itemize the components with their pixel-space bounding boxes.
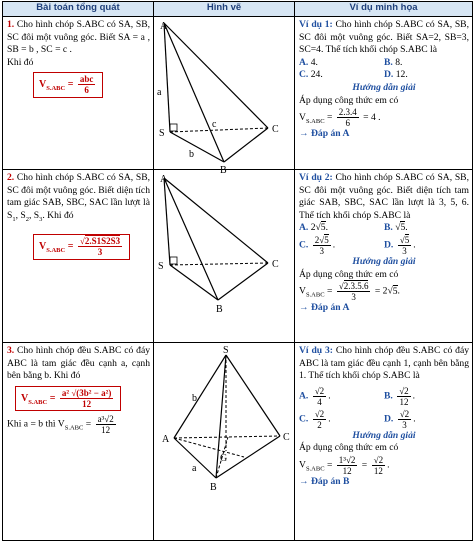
row1-label-S: S <box>159 128 165 139</box>
row2-formula: $V_{S.ABC}$ = $\frac{√2.S1S2S3}{3}$ <box>33 234 130 259</box>
row1-label-c: c <box>212 119 217 130</box>
row2-figure-cell <box>154 170 295 343</box>
header-example: Ví dụ minh họa <box>295 2 473 17</box>
row2-example: Ví dụ 2: Cho hình chóp S.ABC có SA, SB, SC đôi một vuông góc. Biết diện tích tam giác SAB, SBC, SAC lần lượt là 3, 5, 6. Thể tích khối chóp S.ABC là A. 2√5. B. √5. C. $\frac{2√5}{3}$ . D. $\frac{√5}{3}$ . Hướng dẫn giải Áp dụng công thức em có $V_{S.ABC}$ = $\frac{√2.3.5.6}{3}$ = 2√5. → Đáp án A <box>295 170 473 343</box>
formula-table <box>2 1 473 541</box>
svg-text:B: B <box>210 482 217 493</box>
row1-answer: → Đáp án A <box>299 128 350 140</box>
row1-guide-title: Hướng dẫn giải <box>352 81 416 93</box>
svg-text:S: S <box>158 261 164 272</box>
row1-label-a: a <box>157 87 162 98</box>
row3-problem: 3. Cho hình chóp đều S.ABC có đáy ABC là tam giác đều cạnh a, cạnh bên bằng b. Khi đó $V_{S.ABC}$ = $\frac{\text{a² √(3b² − a²)}}{12}$ Khi a = b thì $V_{S.ABC}$ = $\frac{\text{a³√2}}{12}$ <box>3 343 154 541</box>
svg-text:G: G <box>220 453 228 464</box>
row1-statement: Cho hình chóp S.ABC có SA, SB, SC đôi một vuông góc. Biết SA = a , SB = b , SC = c . <box>7 19 150 56</box>
svg-text:A: A <box>162 434 170 445</box>
row1-options: A. 4. B. 8. <box>299 56 403 68</box>
svg-text:S: S <box>223 345 229 356</box>
header-general: Bài toán tổng quát <box>3 2 154 17</box>
row2-problem: 2. Cho hình chóp S.ABC có SA, SB, SC đôi một vuông góc. Biết diện tích tam giác SAB, SBC, SAC lần lượt là $S_1$, $S_2$, $S_3$. Khi đó $V_{S.ABC}$ = $\frac{√2.S1S2S3}{3}$ <box>3 170 154 343</box>
row1-number: 1. <box>7 19 15 30</box>
row1-label-b: b <box>189 149 194 160</box>
svg-text:b: b <box>192 393 197 404</box>
row1-problem <box>3 17 154 170</box>
row1-calc: $V_{S.ABC}$ = $\frac{2.3.4}{6}$ = 4 . <box>299 107 381 129</box>
svg-text:C: C <box>272 259 279 270</box>
row1-pyramid-diagram <box>154 17 295 176</box>
row1-formula: $V_{S.ABC}$ = $\frac{\text{abc}}{6}$ <box>33 72 103 97</box>
row2-pyramid-diagram <box>154 170 295 342</box>
svg-text:B: B <box>216 304 223 315</box>
svg-text:C: C <box>283 432 290 443</box>
row1-label-B: B <box>220 165 227 176</box>
row1-example: Ví dụ 1: Cho hình chóp S.ABC có SA, SB, SC đôi một vuông góc. Biết SA=2, SB=3, SC=4. Thể tích khối chóp S.ABC là A. 4. B. 8. C. 24. D. 12. Hướng dẫn giải Áp dụng công thức em có $V_{S.ABC}$ = $\frac{2.3.4}{6}$ = 4 . → Đáp án A <box>295 17 473 170</box>
row1-then: Khi đó <box>7 56 34 68</box>
row1-label-C: C <box>272 124 279 135</box>
svg-text:A: A <box>160 174 168 185</box>
header-figure: Hình vẽ <box>154 2 295 17</box>
row1-label-A: A <box>160 21 168 32</box>
row3-example: Ví dụ 3: Cho hình chóp đều S.ABC có đáy ABC là tam giác đều cạnh 1, cạnh bên bằng 1. Thể tích khối chóp S.ABC là A. $\frac{√2}{4}$ . B. $\frac{√2}{12}$ . C. $\frac{√2}{2}$ . D. $\frac{√2}{3}$ . Hướng dẫn giải Áp dụng công thức em có $V_{S.ABC}$ = $\frac{\text{1³√2}}{12}$ = $\frac{√2}{12}$ . → Đáp án B <box>295 343 473 541</box>
row3-pyramid-diagram <box>154 343 295 540</box>
row3-formula: $V_{S.ABC}$ = $\frac{\text{a² √(3b² − a²)}}{12}$ <box>15 386 121 411</box>
row3-figure-cell <box>154 343 295 541</box>
row1-figure-cell <box>154 17 295 176</box>
svg-text:a: a <box>192 463 197 474</box>
